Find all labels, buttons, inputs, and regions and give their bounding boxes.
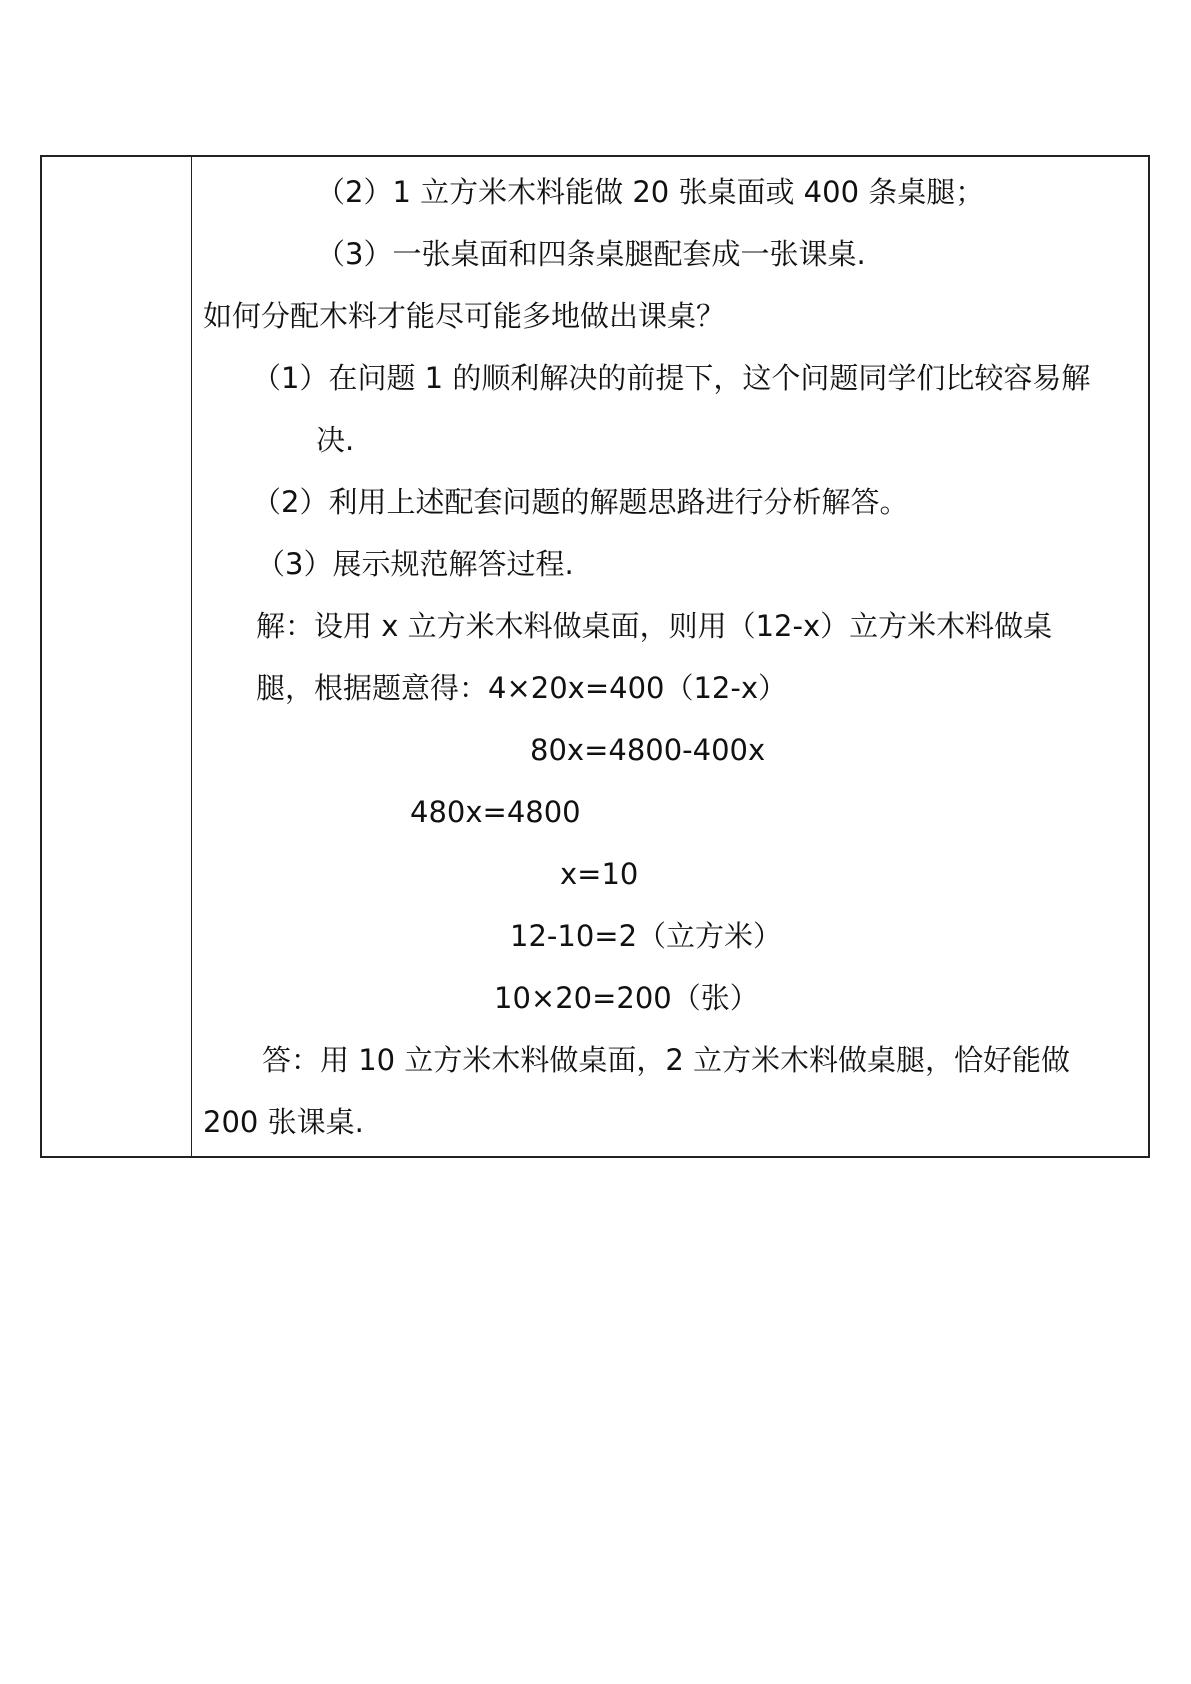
equation-step-2: 480x=4800 bbox=[410, 795, 581, 829]
condition-3: （3）一张桌面和四条桌腿配套成一张课桌. bbox=[316, 237, 866, 271]
step-3: （3）展示规范解答过程. bbox=[256, 547, 574, 581]
step-2: （2）利用上述配套问题的解题思路进行分析解答。 bbox=[252, 485, 909, 519]
equation-step-3: x=10 bbox=[560, 857, 639, 891]
column-divider bbox=[191, 157, 192, 1156]
step-1: （1）在问题 1 的顺利解决的前提下，这个问题同学们比较容易解 bbox=[252, 361, 1091, 395]
equation-step-4: 12-10=2（立方米） bbox=[510, 919, 783, 953]
condition-2: （2）1 立方米木料能做 20 张桌面或 400 条桌腿； bbox=[316, 175, 985, 209]
equation-step-5: 10×20=200（张） bbox=[494, 981, 759, 1015]
equation-step-1: 80x=4800-400x bbox=[530, 733, 766, 767]
solution-equation: 腿，根据题意得：4×20x=400（12-x） bbox=[256, 671, 787, 705]
step-1-cont: 决. bbox=[316, 423, 355, 457]
answer-text-cont: 200 张课桌. bbox=[203, 1105, 364, 1139]
question-text: 如何分配木料才能尽可能多地做出课桌？ bbox=[203, 299, 726, 333]
answer-text: 答：用 10 立方米木料做桌面，2 立方米木料做桌腿，恰好能做 bbox=[262, 1043, 1071, 1077]
solution-setup: 解：设用 x 立方米木料做桌面，则用（12-x）立方米木料做桌 bbox=[256, 609, 1053, 643]
